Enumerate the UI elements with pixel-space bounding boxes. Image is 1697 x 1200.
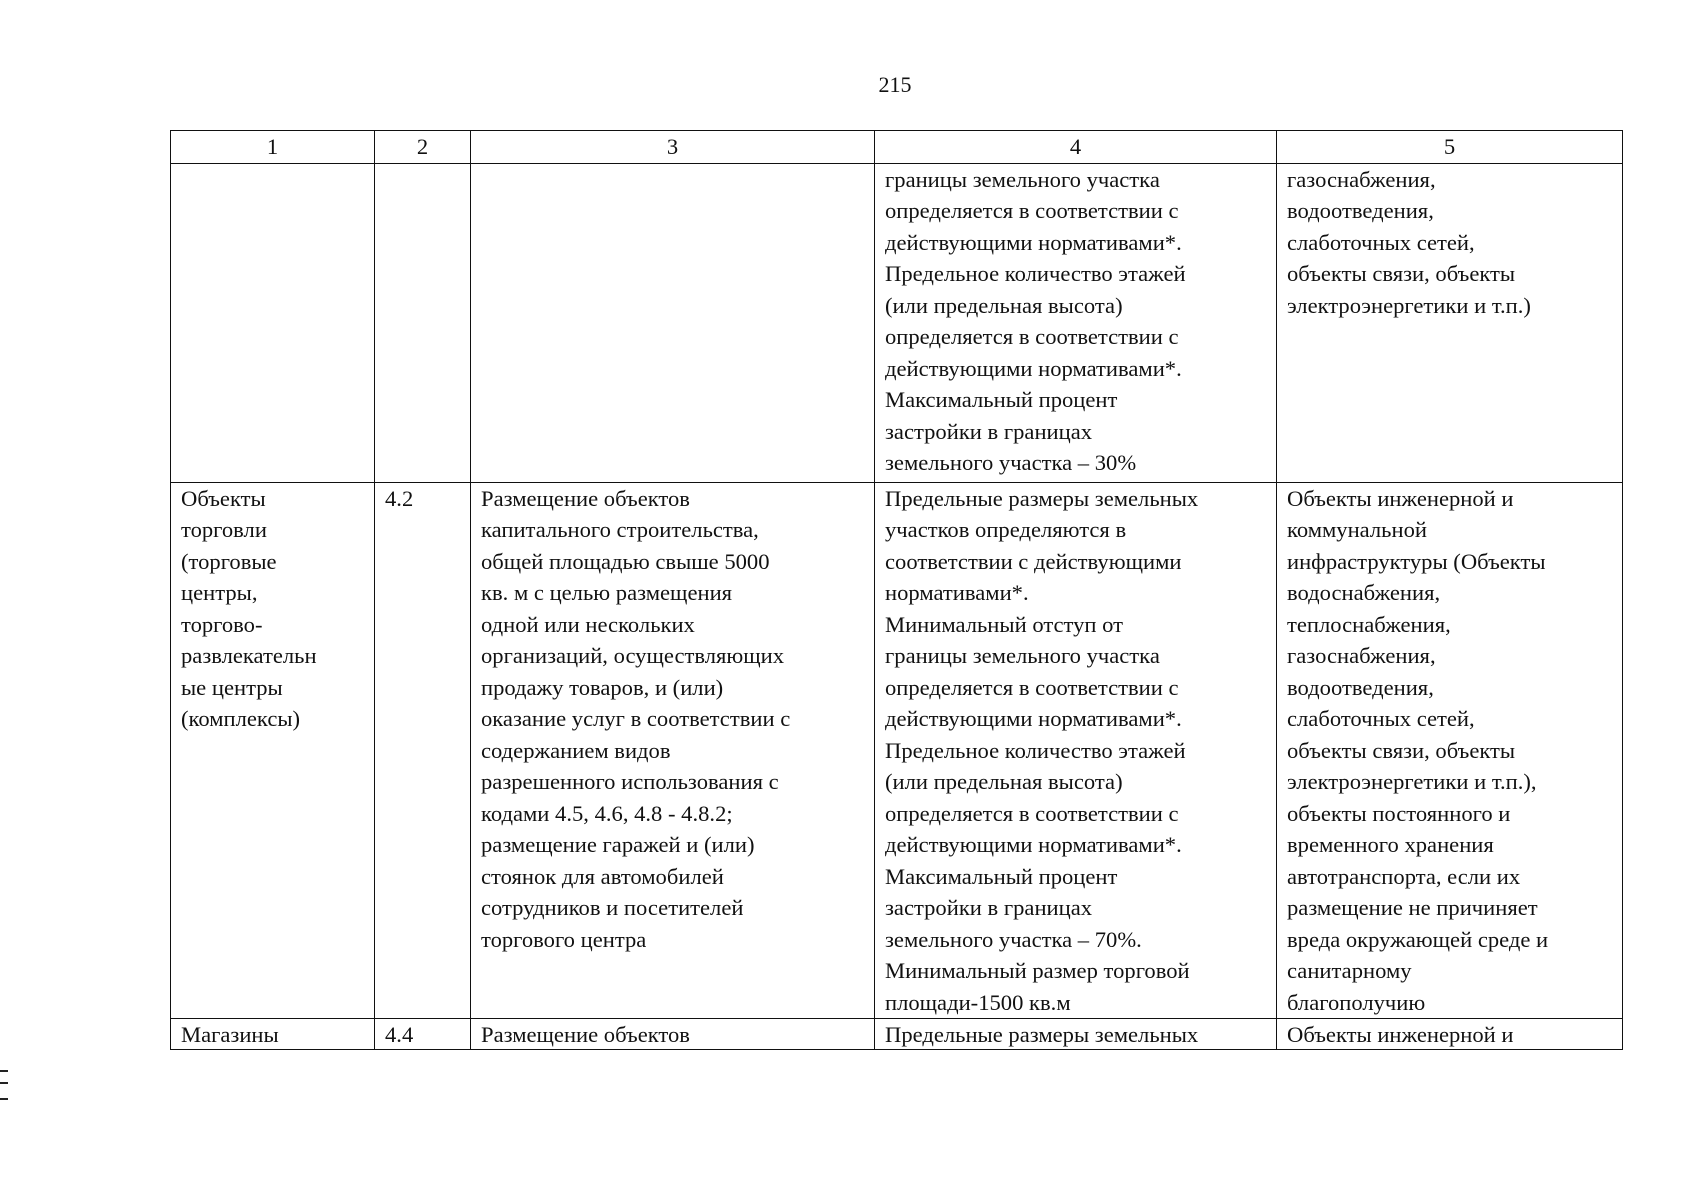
cell-parameters: Предельные размеры земельных: [875, 1019, 1277, 1050]
page-number: 215: [878, 72, 912, 97]
cell-description: Размещение объектов: [471, 1019, 875, 1050]
cell-name: Магазины: [171, 1019, 375, 1050]
cell-auxiliary-uses: газоснабжения, водоотведения, слаботочных сетей, объекты связи, объекты электроэнергетики и т.п.): [1277, 163, 1623, 482]
column-header-3: 3: [471, 131, 875, 164]
cell-code: 4.4: [375, 1019, 471, 1050]
table-row: [171, 1019, 1623, 1050]
cell-code: [375, 163, 471, 482]
cell-name: Объекты торговли (торговые центры, торгово- развлекательн ые центры (комплексы): [171, 482, 375, 1019]
cell-name: [171, 163, 375, 482]
cell-parameters: границы земельного участка определяется в соответствии с действующими нормативами*. Предельное количество этажей (или предельная высота) определяется в соответствии с действующими нормативами*. Максимальный процент застройки в границах земельного участка – 30%: [875, 163, 1277, 482]
cell-auxiliary-uses: Объекты инженерной и: [1277, 1019, 1623, 1050]
cell-auxiliary-uses: Объекты инженерной и коммунальной инфраструктуры (Объекты водоснабжения, теплоснабжения, газоснабжения, водоотведения, слаботочных сетей, объекты связи, объекты электроэнергетики и т.п.), объекты постоянного и временного хранения автотранспорта, если их размещение не причиняет вреда окружающей среде и санитарному благополучию: [1277, 482, 1623, 1019]
land-use-table: [170, 130, 1623, 1050]
cell-parameters: Предельные размеры земельных участков определяются в соответствии с действующими нормативами*. Минимальный отступ от границы земельного участка определяется в соответствии с действующими нормативами*. Предельное количество этажей (или предельная высота) определяется в соответствии с действующими нормативами*. Максимальный процент застройки в границах земельного участка – 70%. Минимальный размер торговой площади-1500 кв.м: [875, 482, 1277, 1019]
column-header-4: 4: [875, 131, 1277, 164]
column-header-2: 2: [375, 131, 471, 164]
table-row: [171, 163, 1623, 482]
cell-description: Размещение объектов капитального строительства, общей площадью свыше 5000 кв. м с целью размещения одной или нескольких организаций, осуществляющих продажу товаров, и (или) оказание услуг в соответствии с содержанием видов разрешенного использования с кодами 4.5, 4.6, 4.8 - 4.8.2; размещение гаражей и (или) стоянок для автомобилей сотрудников и посетителей торгового центра: [471, 482, 875, 1019]
cell-code: 4.2: [375, 482, 471, 1019]
cell-description: [471, 163, 875, 482]
column-header-1: 1: [171, 131, 375, 164]
binding-margin-mark: [0, 1070, 8, 1100]
table-row: [171, 482, 1623, 1019]
table-header-row: [171, 131, 1623, 164]
column-header-5: 5: [1277, 131, 1623, 164]
